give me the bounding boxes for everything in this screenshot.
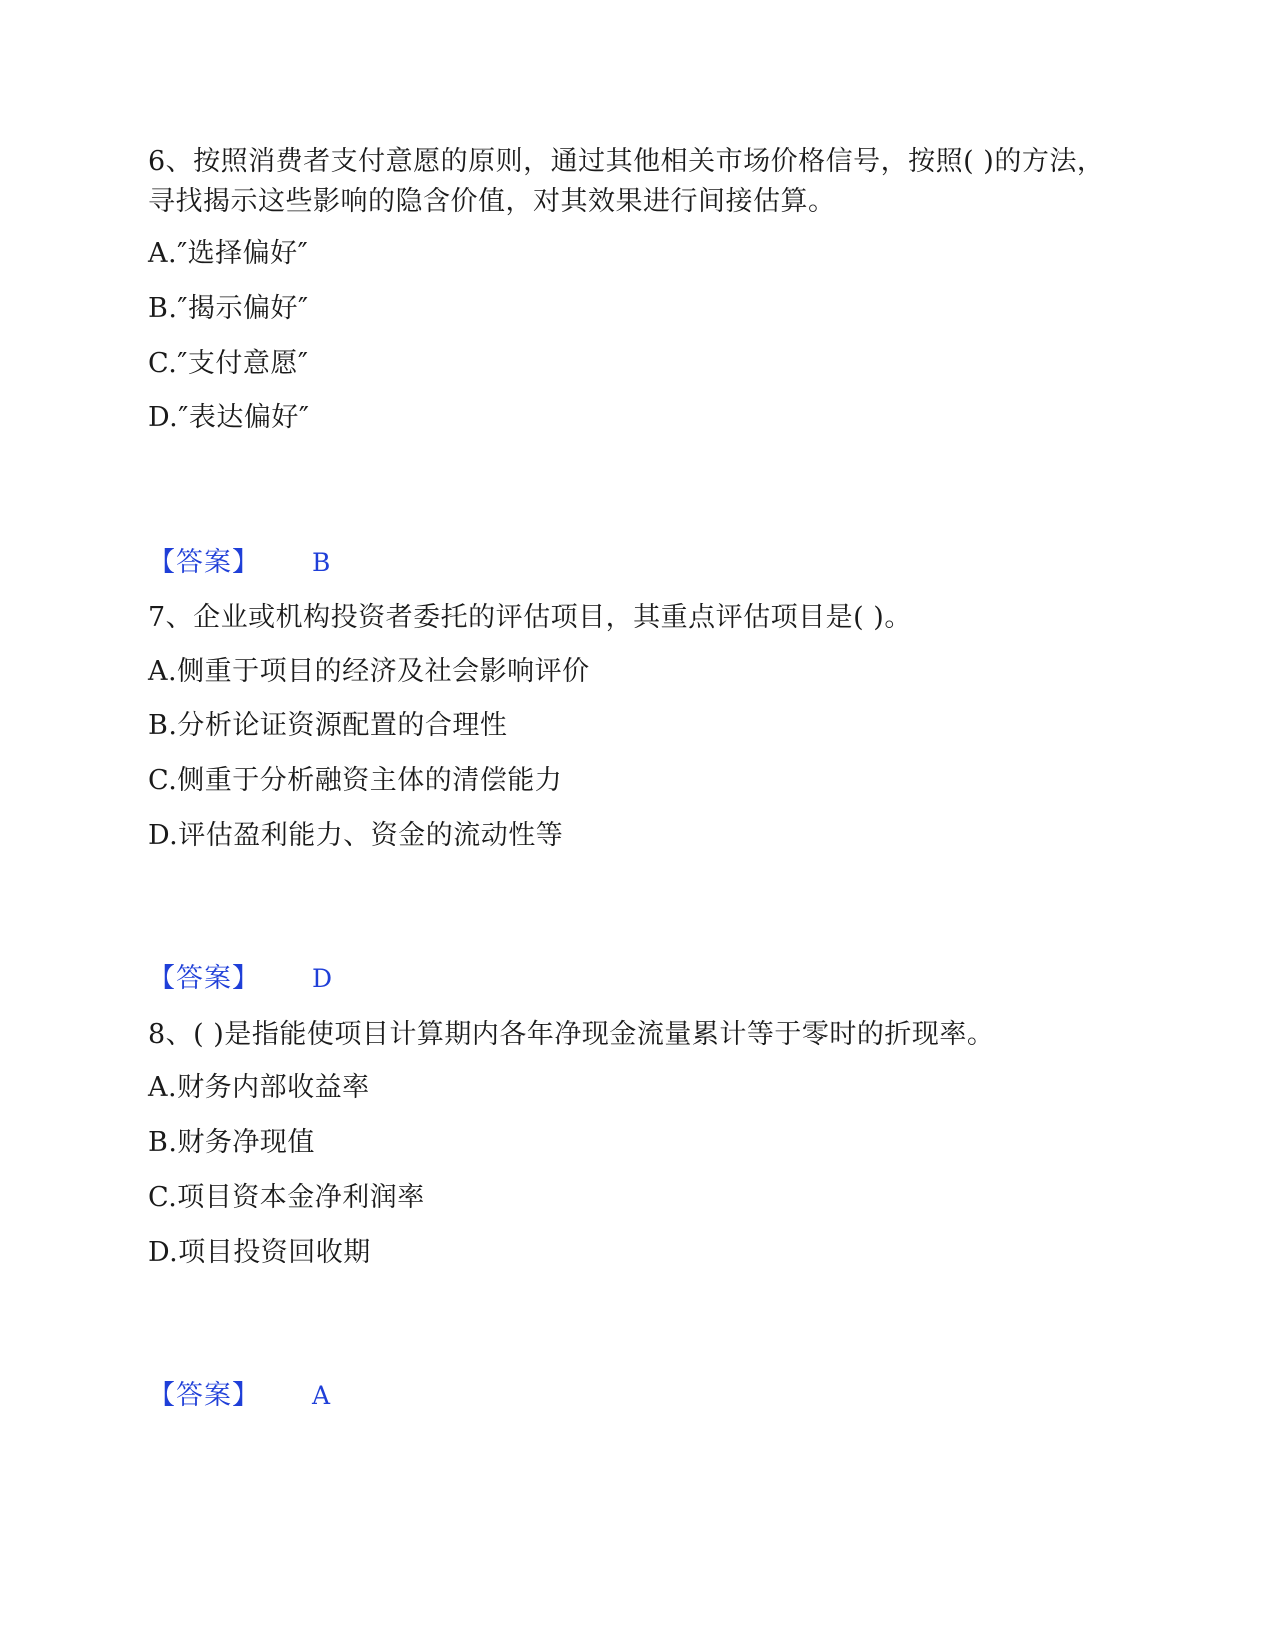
answer-value: D <box>312 964 333 993</box>
question-6-option-a: A.″选择偏好″ <box>148 238 309 269</box>
answer-label: 【答案】 <box>148 547 260 578</box>
question-7-option-a: A.侧重于项目的经济及社会影响评价 <box>148 656 590 687</box>
question-8-answer <box>148 1378 330 1414</box>
question-8-stem: 8、( )是指能使项目计算期内各年净现金流量累计等于零时的折现率。 <box>148 1019 995 1050</box>
question-8-option-d: D.项目投资回收期 <box>148 1237 371 1268</box>
answer-label: 【答案】 <box>148 963 260 994</box>
answer-value: B <box>312 548 331 577</box>
question-8-option-b: B.财务净现值 <box>148 1127 315 1158</box>
question-7-answer <box>148 961 332 997</box>
question-8-option-c: C.项目资本金净利润率 <box>148 1182 425 1213</box>
question-7-option-d: D.评估盈利能力、资金的流动性等 <box>148 820 564 851</box>
answer-label: 【答案】 <box>148 1380 260 1411</box>
question-6-stem: 6、按照消费者支付意愿的原则，通过其他相关市场价格信号，按照( )的方法，寻找揭示这些影响的隐含价值，对其效果进行间接估算。 <box>148 146 1105 217</box>
question-6-answer <box>148 545 330 581</box>
question-6-option-b: B.″揭示偏好″ <box>148 293 309 324</box>
question-7-stem: 7、企业或机构投资者委托的评估项目，其重点评估项目是( )。 <box>148 602 912 633</box>
question-8-option-a: A.财务内部收益率 <box>148 1072 370 1103</box>
question-7-option-c: C.侧重于分析融资主体的清偿能力 <box>148 765 563 796</box>
question-6-option-d: D.″表达偏好″ <box>148 402 310 433</box>
question-6-option-c: C.″支付意愿″ <box>148 348 309 379</box>
answer-value: A <box>312 1381 331 1410</box>
question-7-option-b: B.分析论证资源配置的合理性 <box>148 710 508 741</box>
